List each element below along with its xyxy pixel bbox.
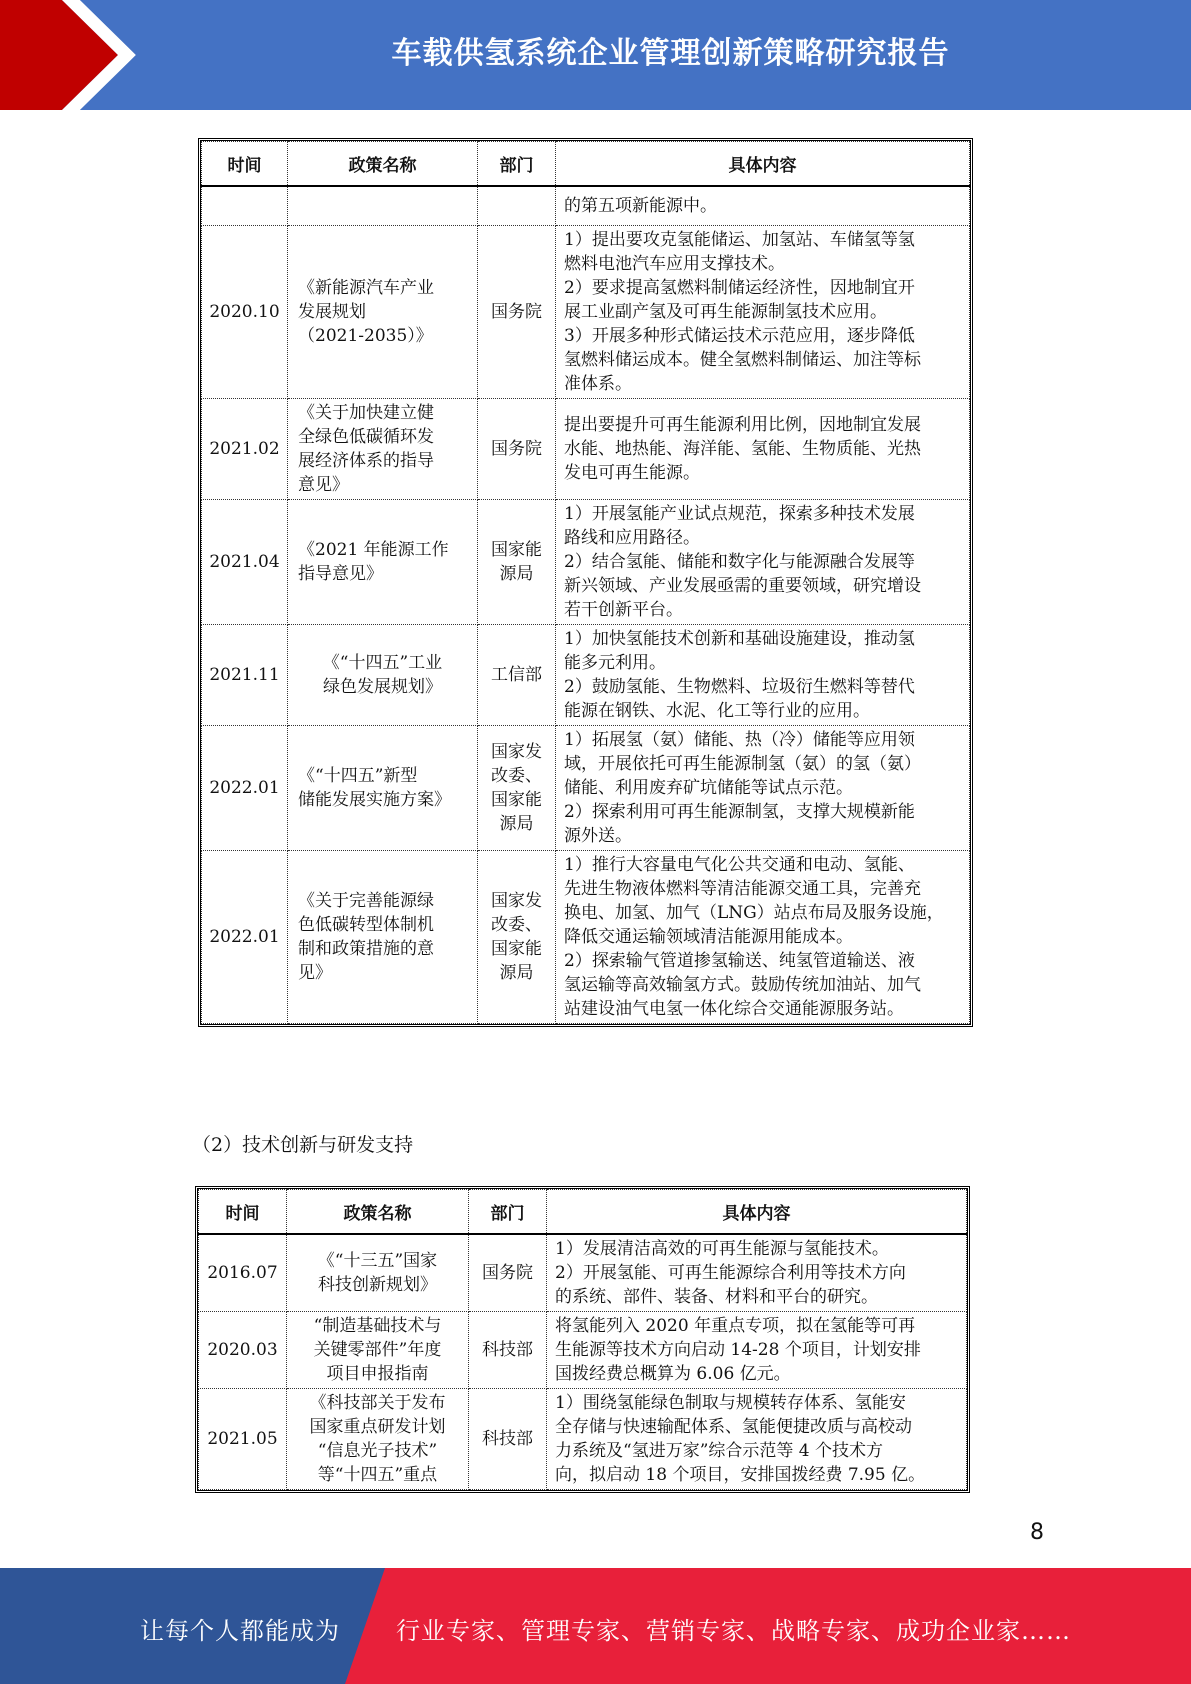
cell-department	[478, 625, 556, 726]
cell-line: 的系统、部件、装备、材料和平台的研究。	[555, 1286, 878, 1307]
cell-policy-name	[287, 1388, 469, 1489]
cell-line: 站建设油气电氢一体化综合交通能源服务站。	[564, 999, 904, 1019]
cell-line: 国家重点研发计划	[309, 1416, 446, 1437]
cell-line: 生能源等技术方向启动 14-28 个项目，计划安排	[555, 1339, 921, 1360]
cell-line: 发展规划	[298, 302, 366, 322]
cell-line: 氢运输等高效输氢方式。鼓励传统加油站、加气	[564, 975, 921, 995]
cell-line: 意见》	[298, 475, 349, 495]
cell-line: 储能发展实施方案》	[298, 790, 451, 810]
table-row	[199, 1311, 967, 1388]
cell-department	[478, 399, 556, 500]
report-title: 车载供氢系统企业管理创新策略研究报告	[391, 36, 950, 71]
cell-line: 《2021 年能源工作	[298, 540, 449, 560]
cell-line: 《新能源汽车产业	[298, 278, 434, 298]
cell-line: 改委、	[491, 766, 542, 786]
cell-line: 见》	[298, 963, 332, 983]
cell-time: 2021.02	[202, 399, 288, 500]
cell-line: 《“十三五”国家	[317, 1250, 438, 1271]
cell-policy-name	[287, 1234, 469, 1312]
cell-line: 先进生物液体燃料等清洁能源交通工具，完善充	[564, 879, 921, 899]
cell-line: 全绿色低碳循环发	[298, 427, 434, 447]
cell-time: 2021.11	[202, 625, 288, 726]
header-time: 时间	[199, 1190, 287, 1234]
cell-policy-name	[288, 851, 478, 1024]
cell-line: 将氢能列入 2020 年重点专项，拟在氢能等可再	[555, 1315, 916, 1336]
cell-department	[469, 1388, 547, 1489]
cell-line: 源外送。	[564, 826, 632, 846]
cell-line: 国家能	[491, 790, 542, 810]
cell-policy-name	[288, 186, 478, 226]
cell-department	[478, 851, 556, 1024]
cell-time: 2016.07	[199, 1234, 287, 1312]
header-arrow-decoration	[0, 0, 150, 110]
cell-content	[547, 1234, 967, 1312]
cell-content	[556, 726, 970, 851]
cell-line: 国拨经费总概算为 6.06 亿元。	[555, 1363, 791, 1384]
cell-content	[556, 186, 970, 226]
cell-line: 国务院	[491, 302, 542, 322]
cell-line: “信息光子技术”	[317, 1440, 438, 1461]
cell-content	[556, 399, 970, 500]
cell-line: 国务院	[491, 439, 542, 459]
policy-table-1	[198, 138, 973, 1027]
cell-line: 1）提出要攻克氢能储运、加氢站、车储氢等氢	[564, 230, 915, 250]
cell-line: 向，拟启动 18 个项目，安排国拨经费 7.95 亿。	[555, 1464, 926, 1485]
header-policy-name: 政策名称	[288, 142, 478, 186]
cell-line: 2）要求提高氢燃料制储运经济性，因地制宜开	[564, 278, 915, 298]
table-header-row	[202, 142, 970, 186]
cell-line: 绿色发展规划》	[323, 677, 442, 697]
cell-line: 《关于加快建立健	[298, 403, 434, 423]
cell-line: 国家能	[491, 939, 542, 959]
cell-department	[469, 1311, 547, 1388]
cell-line: 燃料电池汽车应用支撑技术。	[564, 254, 785, 274]
cell-line: 换电、加氢、加气（LNG）站点布局及服务设施，	[564, 903, 944, 923]
cell-line: 能源在钢铁、水泥、化工等行业的应用。	[564, 701, 870, 721]
cell-line: 项目申报指南	[326, 1363, 429, 1384]
cell-line: 1）推行大容量电气化公共交通和电动、氢能、	[564, 855, 915, 875]
cell-line: 水能、地热能、海洋能、氢能、生物质能、光热	[564, 439, 921, 459]
table-row	[199, 1234, 967, 1312]
table-row	[202, 399, 970, 500]
cell-line: 域，开展依托可再生能源制氢（氨）的氢（氨）	[564, 754, 921, 774]
cell-line: 提出要提升可再生能源利用比例，因地制宜发展	[564, 415, 921, 435]
cell-line: 3）开展多种形式储运技术示范应用，逐步降低	[564, 326, 915, 346]
cell-line: 2）探索输气管道掺氢输送、纯氢管道输送、液	[564, 951, 915, 971]
table-row	[202, 625, 970, 726]
table-row	[202, 500, 970, 625]
cell-line: 国务院	[482, 1262, 533, 1283]
table-row	[202, 186, 970, 226]
cell-line: 制和政策措施的意	[298, 939, 434, 959]
cell-line: 国家发	[491, 742, 542, 762]
table-header-row	[199, 1190, 967, 1234]
cell-line: 的第五项新能源中。	[564, 195, 717, 216]
cell-line: 降低交通运输领域清洁能源用能成本。	[564, 927, 853, 947]
cell-line: 2）鼓励氢能、生物燃料、垃圾衍生燃料等替代	[564, 677, 915, 697]
cell-line: （2021-2035）》	[298, 326, 433, 346]
cell-policy-name	[288, 726, 478, 851]
cell-line: 全存储与快速输配体系、氢能便捷改质与高校动	[555, 1416, 912, 1437]
cell-content	[547, 1311, 967, 1388]
cell-line: 国家发	[491, 891, 542, 911]
cell-line: 1）发展清洁高效的可再生能源与氢能技术。	[555, 1238, 889, 1259]
cell-line: 能多元利用。	[564, 653, 666, 673]
cell-line: 2）开展氢能、可再生能源综合利用等技术方向	[555, 1262, 906, 1283]
cell-line: 科技部	[482, 1339, 533, 1360]
cell-line: 国家能	[491, 540, 542, 560]
cell-line: 1）加快氢能技术创新和基础设施建设，推动氢	[564, 629, 915, 649]
header-department: 部门	[469, 1190, 547, 1234]
table-row	[202, 851, 970, 1024]
cell-line: 发电可再生能源。	[564, 463, 700, 483]
cell-content	[556, 500, 970, 625]
cell-line: 源局	[499, 814, 534, 834]
cell-content	[556, 625, 970, 726]
cell-line: “制造基础技术与	[313, 1315, 442, 1336]
cell-content	[556, 851, 970, 1024]
cell-department	[478, 726, 556, 851]
cell-department	[478, 226, 556, 399]
cell-time	[202, 186, 288, 226]
cell-line: 《“十四五”工业	[322, 653, 443, 673]
cell-line: 色低碳转型体制机	[298, 915, 434, 935]
cell-department	[478, 186, 556, 226]
cell-line: 准体系。	[564, 374, 632, 394]
cell-line: 力系统及“氢进万家”综合示范等 4 个技术方	[555, 1440, 884, 1461]
cell-policy-name	[288, 399, 478, 500]
header-department: 部门	[478, 142, 556, 186]
cell-line: 关键零部件”年度	[313, 1339, 442, 1360]
cell-policy-name	[288, 500, 478, 625]
table-row	[202, 226, 970, 399]
cell-line: 源局	[499, 564, 534, 584]
cell-line: 展工业副产氢及可再生能源制氢技术应用。	[564, 302, 887, 322]
cell-line: 储能、利用废弃矿坑储能等试点示范。	[564, 778, 853, 798]
header-policy-name: 政策名称	[287, 1190, 469, 1234]
header-content: 具体内容	[556, 142, 970, 186]
policy-table-2	[195, 1186, 970, 1493]
cell-line: 科技部	[482, 1428, 533, 1449]
cell-time: 2020.10	[202, 226, 288, 399]
cell-line: 氢燃料储运成本。健全氢燃料制储运、加注等标	[564, 350, 921, 370]
page-footer	[0, 1568, 1191, 1684]
cell-time: 2022.01	[202, 851, 288, 1024]
cell-line: 2）探索利用可再生能源制氢，支撑大规模新能	[564, 802, 915, 822]
cell-time: 2020.03	[199, 1311, 287, 1388]
cell-content	[547, 1388, 967, 1489]
page-header	[0, 0, 1191, 110]
cell-policy-name	[287, 1311, 469, 1388]
cell-line: 若干创新平台。	[564, 600, 683, 620]
cell-line: 《科技部关于发布	[309, 1392, 446, 1413]
cell-line: 路线和应用路径。	[564, 528, 700, 548]
header-content: 具体内容	[547, 1190, 967, 1234]
cell-department	[478, 500, 556, 625]
cell-line: 1）围绕氢能绿色制取与规模转存体系、氢能安	[555, 1392, 906, 1413]
cell-time: 2021.04	[202, 500, 288, 625]
cell-line: 1）拓展氢（氨）储能、热（冷）储能等应用领	[564, 730, 915, 750]
cell-line: 改委、	[491, 915, 542, 935]
header-time: 时间	[202, 142, 288, 186]
cell-policy-name	[288, 625, 478, 726]
footer-slogan-left: 让每个人都能成为	[140, 1617, 340, 1645]
cell-content	[556, 226, 970, 399]
cell-line: 《“十四五”新型	[298, 766, 418, 786]
table-row	[199, 1388, 967, 1489]
cell-time: 2021.05	[199, 1388, 287, 1489]
cell-line: 1）开展氢能产业试点规范，探索多种技术发展	[564, 504, 915, 524]
page-number: 8	[1030, 1520, 1044, 1545]
cell-line: 等“十四五”重点	[317, 1464, 438, 1485]
cell-line: 2）结合氢能、储能和数字化与能源融合发展等	[564, 552, 915, 572]
table-row	[202, 726, 970, 851]
cell-line: 源局	[499, 963, 534, 983]
cell-line: 科技创新规划》	[318, 1274, 437, 1295]
cell-line: 《关于完善能源绿	[298, 891, 434, 911]
cell-line: 新兴领域、产业发展亟需的重要领域，研究增设	[564, 576, 921, 596]
footer-slogan-right: 行业专家、管理专家、营销专家、战略专家、成功企业家……	[396, 1617, 1071, 1645]
cell-line: 展经济体系的指导	[298, 451, 434, 471]
cell-line: 工信部	[491, 665, 542, 685]
cell-department	[469, 1234, 547, 1312]
section-heading: （2）技术创新与研发支持	[192, 1134, 414, 1156]
cell-line: 指导意见》	[298, 564, 383, 584]
cell-policy-name	[288, 226, 478, 399]
cell-time: 2022.01	[202, 726, 288, 851]
